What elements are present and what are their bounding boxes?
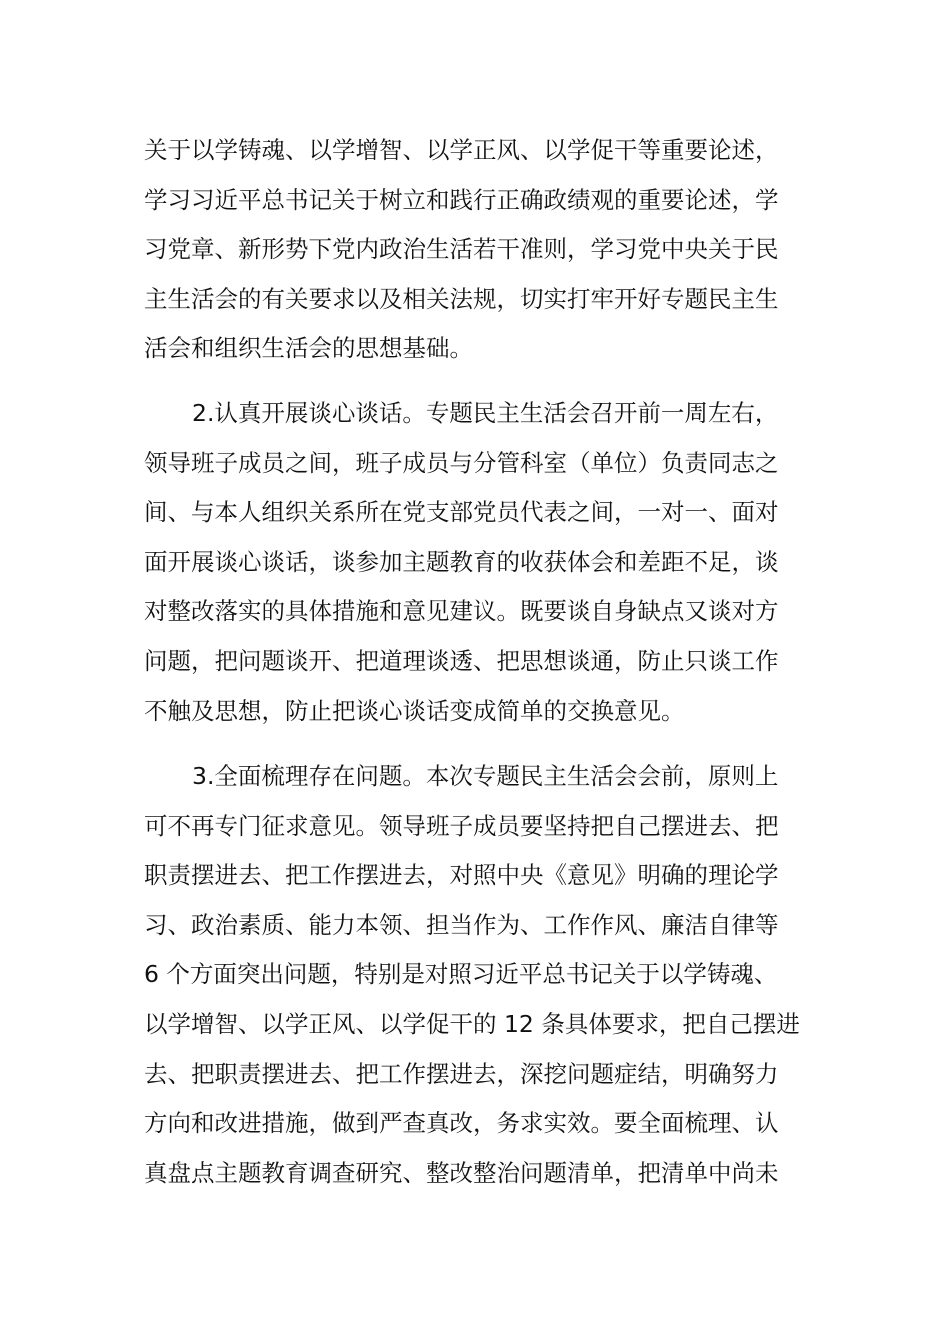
paragraph-3-line-8: 方向和改进措施，做到严查真改，务求实效。要全面梳理、认 — [144, 1109, 779, 1137]
paragraph-2-line-7: 不触及思想，防止把谈心谈话变成简单的交换意见。 — [144, 697, 685, 725]
paragraph-1-line-3: 习党章、新形势下党内政治生活若干准则，学习党中央关于民 — [144, 235, 779, 263]
paragraph-3-line-9: 真盘点主题教育调查研究、整改整治问题清单，把清单中尚未 — [144, 1159, 779, 1187]
paragraph-3-line-4: 习、政治素质、能力本领、担当作为、工作作风、廉洁自律等 — [144, 911, 779, 939]
paragraph-2-line-3: 间、与本人组织关系所在党支部党员代表之间，一对一、面对 — [144, 498, 779, 526]
paragraph-3-line-5: 6 个方面突出问题，特别是对照习近平总书记关于以学铸魂、 — [144, 960, 778, 988]
paragraph-1-line-2: 学习习近平总书记关于树立和践行正确政绩观的重要论述，学 — [144, 186, 779, 214]
paragraph-2-line-2: 领导班子成员之间，班子成员与分管科室（单位）负责同志之 — [144, 449, 779, 477]
paragraph-1-line-4: 主生活会的有关要求以及相关法规，切实打牢开好专题民主生 — [144, 285, 779, 313]
paragraph-3-line-1: 3.全面梳理存在问题。本次专题民主生活会会前，原则上 — [192, 762, 779, 790]
paragraph-1-line-1: 关于以学铸魂、以学增智、以学正风、以学促干等重要论述， — [144, 136, 779, 164]
paragraph-3-line-6: 以学增智、以学正风、以学促干的 12 条具体要求，把自己摆进 — [144, 1010, 800, 1038]
paragraph-2-line-6: 问题，把问题谈开、把道理谈透、把思想谈通，防止只谈工作 — [144, 647, 779, 675]
paragraph-3-line-3: 职责摆进去、把工作摆进去，对照中央《意见》明确的理论学 — [144, 861, 779, 889]
paragraph-2-line-4: 面开展谈心谈话，谈参加主题教育的收获体会和差距不足，谈 — [144, 548, 779, 576]
paragraph-2-line-1: 2.认真开展谈心谈话。专题民主生活会召开前一周左右， — [192, 399, 779, 427]
paragraph-3-line-7: 去、把职责摆进去、把工作摆进去，深挖问题症结，明确努力 — [144, 1060, 779, 1088]
paragraph-3-line-2: 可不再专门征求意见。领导班子成员要坚持把自己摆进去、把 — [144, 812, 779, 840]
paragraph-2-line-5: 对整改落实的具体措施和意见建议。既要谈自身缺点又谈对方 — [144, 597, 779, 625]
paragraph-1-line-5: 活会和组织生活会的思想基础。 — [144, 334, 473, 362]
